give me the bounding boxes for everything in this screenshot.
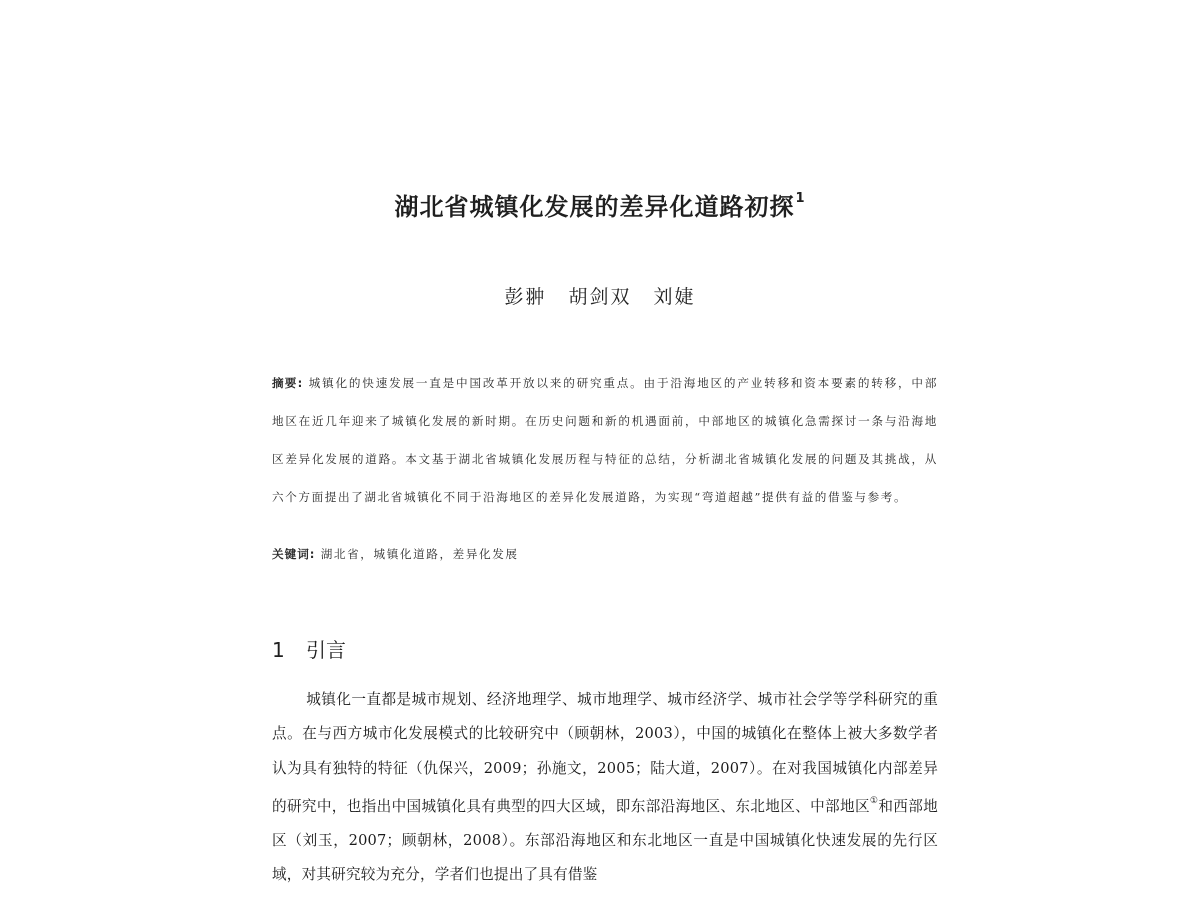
- body-text-part1: 城镇化一直都是城市规划、经济地理学、城市地理学、城市经济学、城市社会学等学科研究的重点。在与西方城市化发展模式的比较研究中（顾朝林，2003），中国的城镇化在整体上被大多数学者认为具有独特的特征（仇保兴，2009；孙施文，2005；陆大道，2007）。在对我国城镇化内部差异的研究中，也指出中国城镇化具有典型的四大区域，即东部沿海地区、东北地区、中部地区: [272, 691, 938, 815]
- title-footnote-mark: 1: [795, 191, 806, 206]
- keywords-text: 湖北省，城镇化道路，差异化发展: [320, 547, 519, 561]
- abstract-label: 摘要:: [272, 376, 304, 390]
- author-name: 彭翀: [504, 286, 547, 308]
- author-list: [0, 282, 1200, 309]
- body-paragraph: [272, 683, 938, 893]
- section-heading: [272, 634, 346, 663]
- abstract-text: 城镇化的快速发展一直是中国改革开放以来的研究重点。由于沿海地区的产业转移和资本要素的转移，中部地区在近几年迎来了城镇化发展的新时期。在历史问题和新的机遇面前，中部地区的城镇化急需探讨一条与沿海地区差异化发展的道路。本文基于湖北省城镇化发展历程与特征的总结，分析湖北省城镇化发展的问题及其挑战，从六个方面提出了湖北省城镇化不同于沿海地区的差异化发展道路，为实现“弯道超越”提供有益的借鉴与参考。: [272, 376, 939, 504]
- body-text-part2: 和西部地区（刘玉，2007；顾朝林，2008）。东部沿海地区和东北地区一直是中国城镇化快速发展的先行区域，对其研究较为充分，学者们也提出了具有借鉴: [272, 797, 938, 884]
- abstract: [272, 364, 938, 516]
- keywords-label: 关键词:: [272, 547, 316, 561]
- paper-title-text: 湖北省城镇化发展的差异化道路初探: [394, 193, 795, 221]
- section-number: 1: [272, 638, 285, 662]
- paper-title: [0, 187, 1200, 222]
- footnote-mark: ①: [869, 795, 879, 806]
- section-title: 引言: [306, 638, 346, 662]
- author-name: 胡剑双: [568, 286, 632, 308]
- keywords: [272, 546, 938, 562]
- author-name: 刘婕: [653, 286, 696, 308]
